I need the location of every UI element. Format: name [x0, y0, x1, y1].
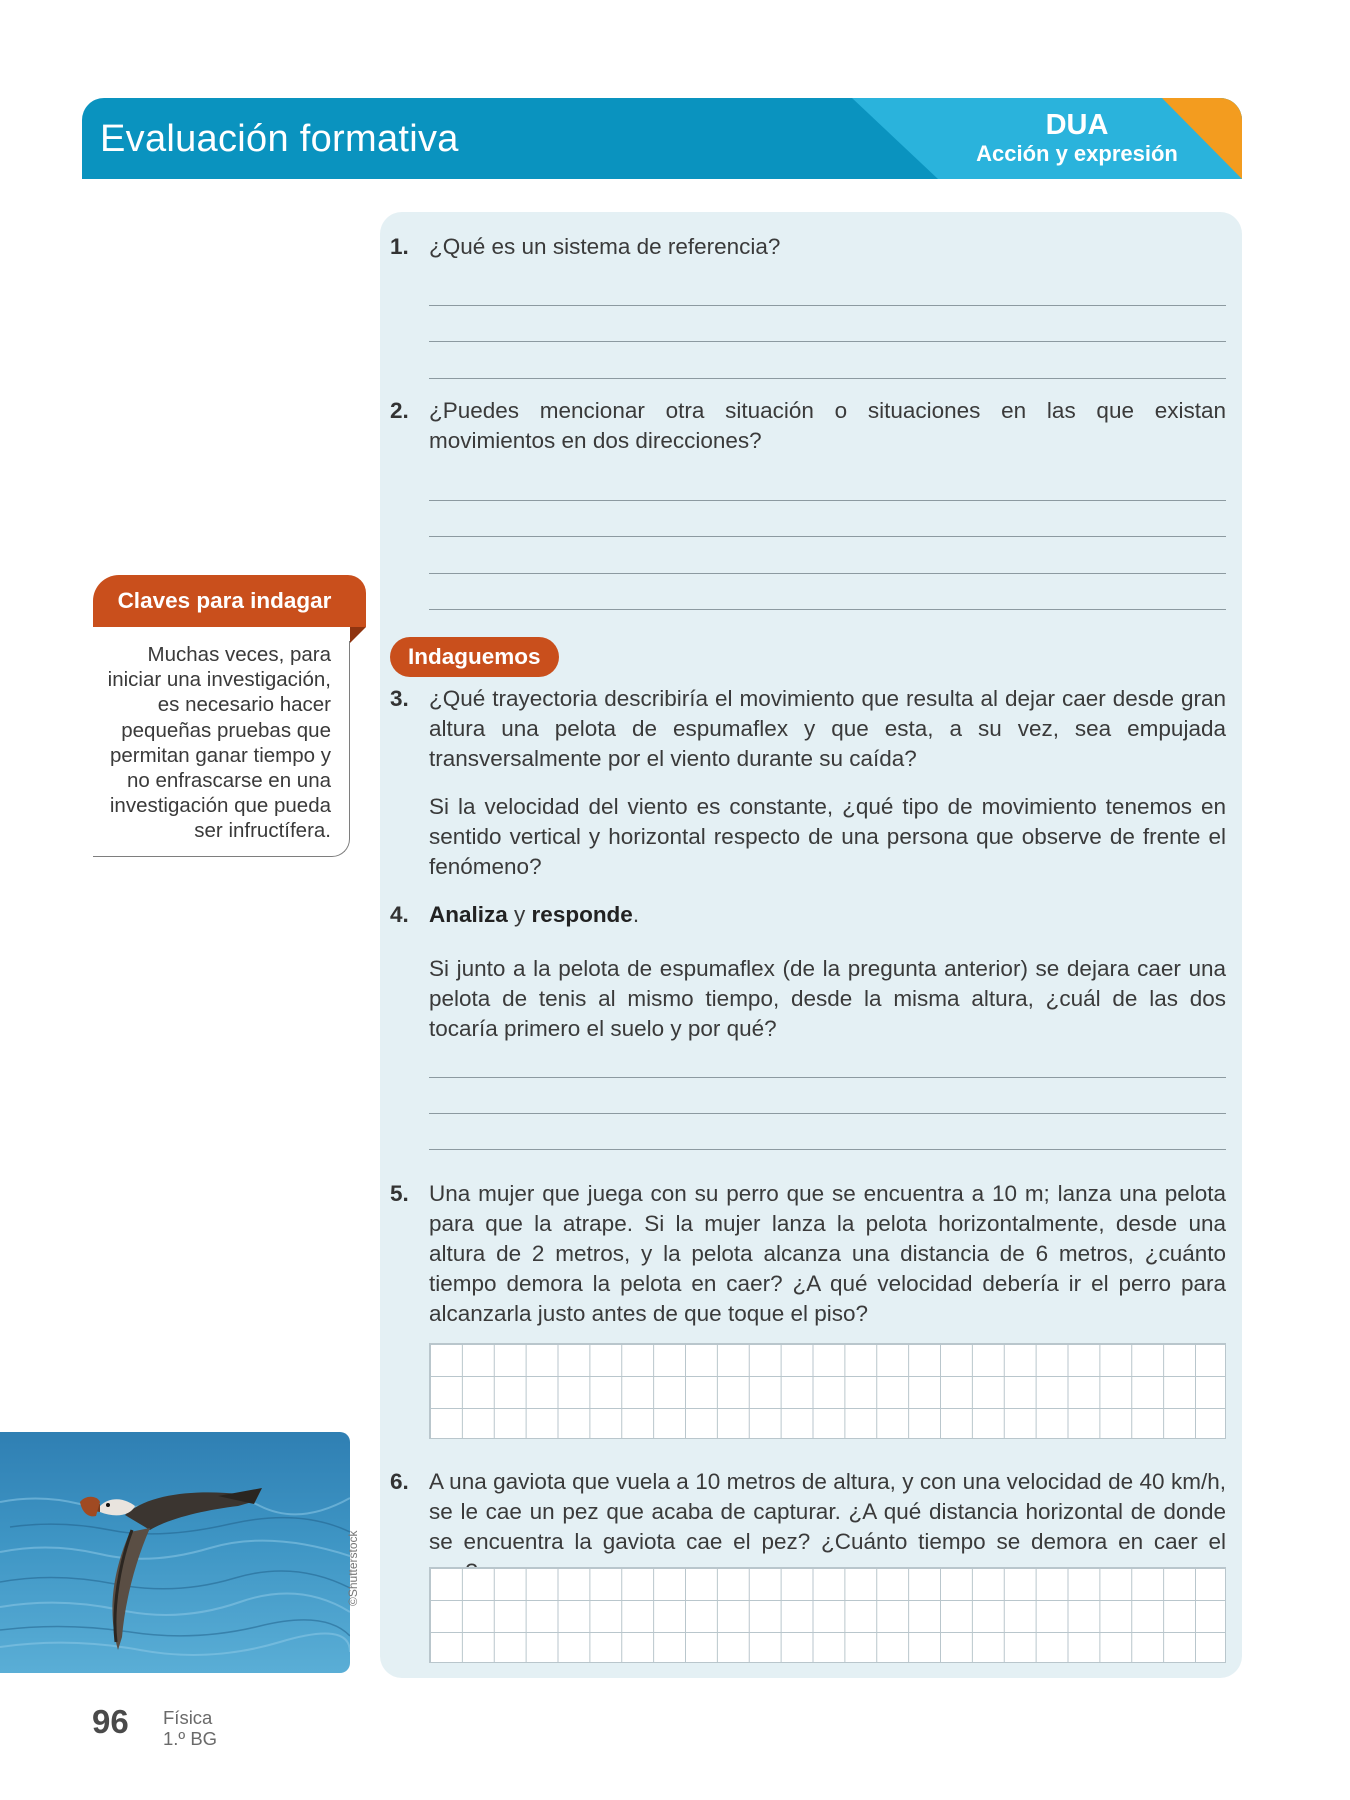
instruction-analiza: Analiza [429, 902, 508, 927]
question-4 [390, 900, 1226, 1044]
instruction-period: . [632, 902, 640, 927]
claves-title: Claves para indagar [93, 575, 366, 627]
page-title: Evaluación formativa [100, 118, 459, 160]
subject-name: Física [163, 1707, 213, 1728]
answer-line[interactable] [429, 609, 1226, 610]
question-text: Si junto a la pelota de espumaflex (de la pregunta anterior) se dejara caer una pelota de tenis al mismo tiempo, desde la misma altura, ¿cuál de las dos tocaría primero el suelo y por qué? [429, 956, 1226, 1041]
answer-line[interactable] [429, 1149, 1226, 1150]
question-number: 3. [390, 686, 409, 711]
question-number: 4. [390, 902, 409, 927]
instruction-connector: y [507, 902, 532, 927]
question-text: Una mujer que juega con su perro que se encuentra a 10 m; lanza una pelota para que la atrape. Si la mujer lanza la pelota horizontalmente, desde una altura de 2 metros, y la pelota alcanza una distancia de 6 metros, ¿cuánto tiempo demora la pelota en caer? ¿A qué velocidad debería ir el perro para alcanzarla justo antes de que toque el piso? [429, 1181, 1226, 1326]
dua-subtitle: Acción y expresión [976, 141, 1178, 166]
photo-credit: ©Shutterstock [346, 1530, 360, 1606]
answer-line[interactable] [429, 305, 1226, 306]
question-1 [390, 232, 1226, 262]
question-text-followup: Si la velocidad del viento es constante, ¿qué tipo de movimiento tenemos en sentido vertical y horizontal respecto de una persona que observe de frente el fenómeno? [429, 794, 1226, 879]
answer-line[interactable] [429, 1113, 1226, 1114]
question-text: ¿Qué es un sistema de referencia? [429, 234, 781, 259]
claves-text: Muchas veces, para iniciar una investigación, es necesario hacer pequeñas pruebas que permitan ganar tiempo y no enfrascarse en una investigación que pueda ser infructífera. [107, 643, 331, 843]
page-number: 96 [92, 1703, 129, 1740]
question-3 [390, 684, 1226, 882]
question-heading [429, 900, 1226, 930]
question-number: 1. [390, 234, 409, 259]
question-text: A una gaviota que vuela a 10 metros de altura, y con una velocidad de 40 km/h, se le cae un pez que acaba de capturar. ¿A qué distancia horizontal de donde se encuentra la gaviota cae el pez? ¿Cuánto tiempo se demora en caer el [429, 1469, 1226, 1554]
question-number: 6. [390, 1469, 409, 1494]
answer-line[interactable] [429, 536, 1226, 537]
question-2 [390, 396, 1226, 456]
header-banner [82, 98, 1242, 179]
question-5 [390, 1179, 1226, 1329]
subject-info [163, 1707, 217, 1749]
seagull-photo [0, 1432, 350, 1673]
question-text: ¿Qué trayectoria describiría el movimiento que resulta al dejar caer desde gran altura una pelota de espumaflex y que esta, a su vez, sea empujada transversalmente por el viento durante su caída? [429, 686, 1226, 771]
answer-grid[interactable] [429, 1567, 1226, 1663]
instruction-responde: responde [531, 902, 633, 927]
answer-line[interactable] [429, 341, 1226, 342]
grade-level: 1.º BG [163, 1728, 218, 1749]
answer-grid[interactable] [429, 1343, 1226, 1439]
answer-line[interactable] [429, 500, 1226, 501]
question-text: ¿Puedes mencionar otra situación o situaciones en las que existan movimientos en dos direcciones? [429, 398, 1226, 453]
dua-title: DUA [1045, 109, 1109, 141]
question-number: 2. [390, 398, 409, 423]
seagull-illustration [0, 1432, 350, 1673]
question-number: 5. [390, 1181, 409, 1206]
answer-line[interactable] [429, 1077, 1226, 1078]
indaguemos-tag: Indaguemos [390, 637, 559, 677]
dua-label [972, 110, 1182, 168]
answer-line[interactable] [429, 378, 1226, 379]
claves-fold [350, 627, 366, 643]
answer-line[interactable] [429, 573, 1226, 574]
